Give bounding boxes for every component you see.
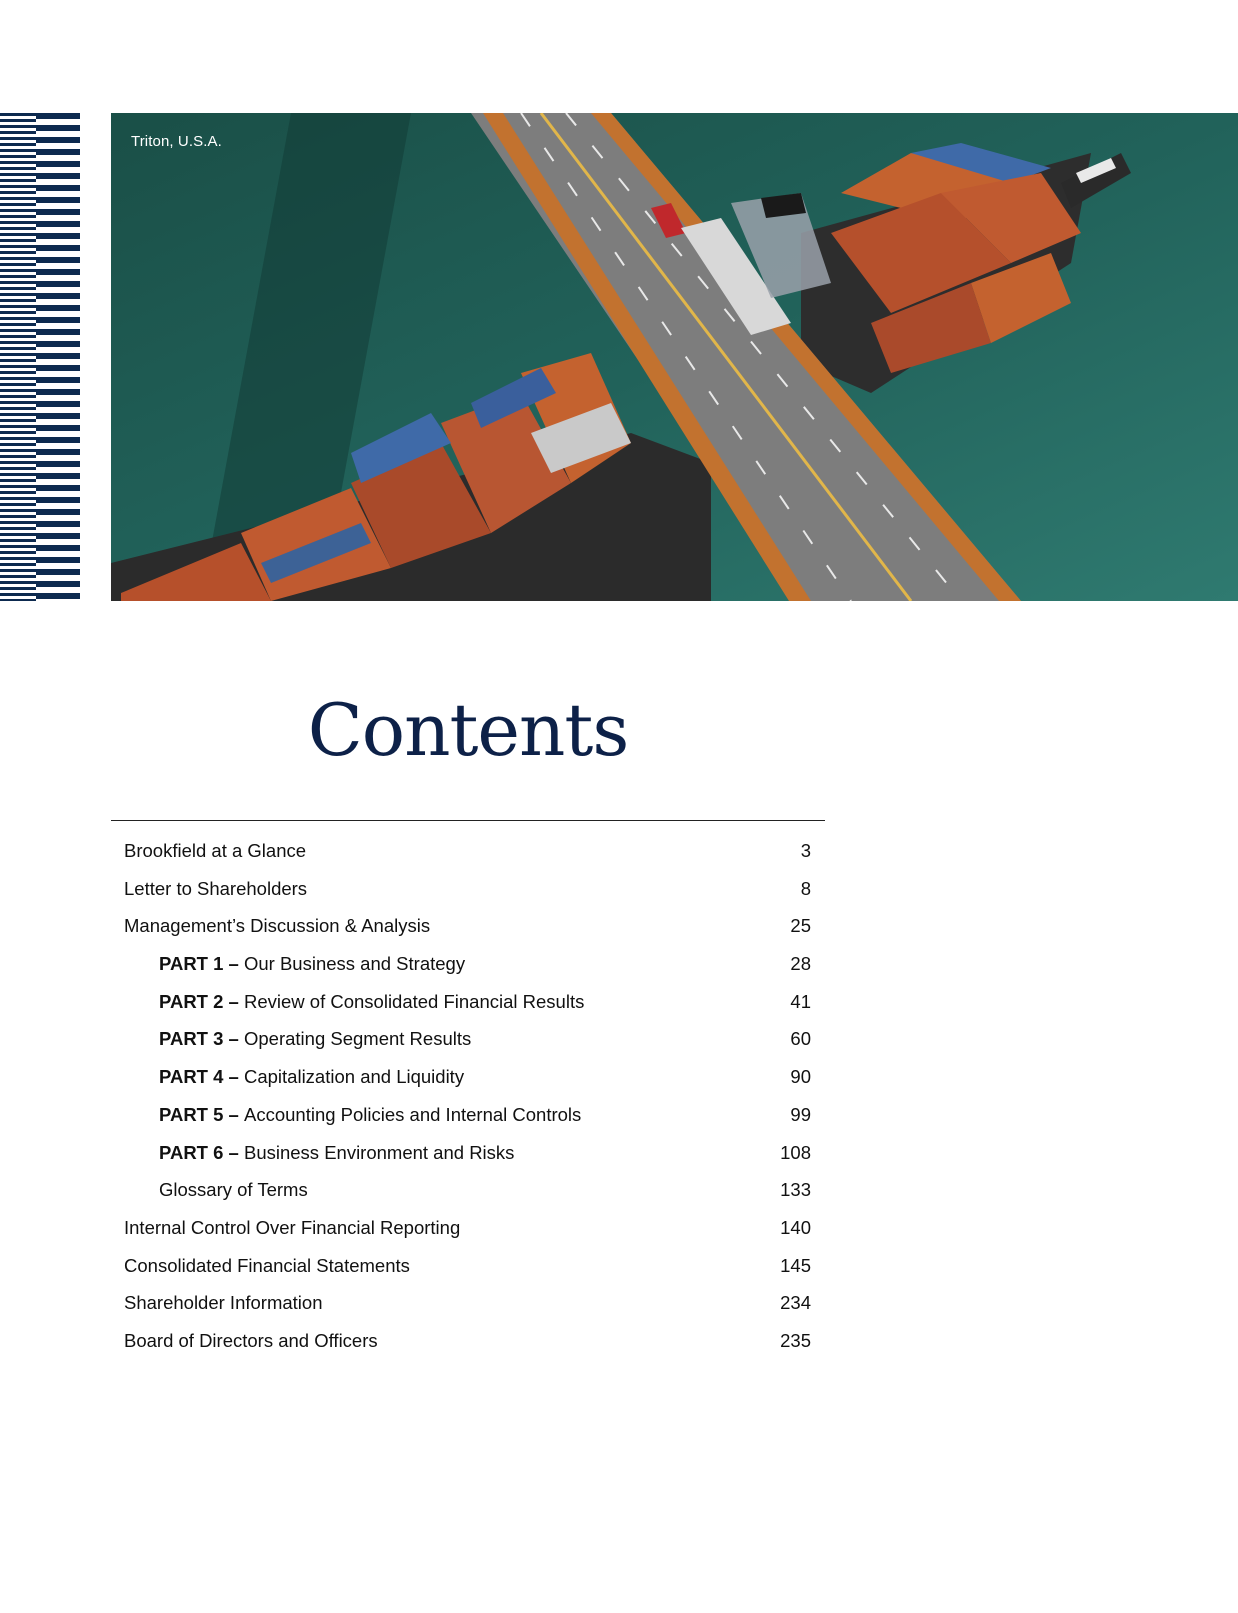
toc-subentry[interactable] [111,1062,825,1100]
toc-entry-page: 8 [800,877,811,899]
toc-entry-page: 145 [780,1254,811,1276]
toc-entry[interactable] [111,874,825,912]
toc-entry[interactable] [111,1251,825,1289]
table-of-contents [111,836,825,1364]
toc-entry-label: PART 1 – Our Business and Strategy [159,953,466,975]
toc-entry-page: 25 [790,915,811,937]
toc-entry-label: Brookfield at a Glance [124,840,307,861]
toc-subentry[interactable] [111,987,825,1025]
decorative-stripes [0,113,80,601]
page-title: Contents [307,688,629,772]
toc-entry[interactable] [111,1326,825,1364]
toc-entry-page: 90 [790,1066,811,1088]
toc-entry[interactable] [111,836,825,874]
toc-subentry[interactable] [111,1100,825,1138]
toc-entry-page: 234 [780,1292,811,1314]
toc-entry-label: Management’s Discussion & Analysis [124,915,431,937]
title-divider [111,820,825,821]
toc-entry-page: 60 [790,1028,811,1050]
toc-subentry[interactable] [111,1024,825,1062]
toc-entry-label: Board of Directors and Officers [124,1329,378,1351]
toc-entry-label: Shareholder Information [124,1292,323,1314]
hero-photo [111,113,1238,601]
container-ship-bridge-image [111,113,1238,601]
toc-subentry[interactable] [111,1175,825,1213]
toc-entry-label: PART 6 – Business Environment and Risks [159,1141,515,1163]
toc-entry[interactable] [111,911,825,949]
toc-entry-page: 108 [780,1141,811,1163]
toc-entry-page: 41 [790,990,811,1012]
toc-entry-page: 99 [790,1103,811,1125]
toc-entry-page: 140 [780,1216,811,1238]
toc-entry-page: 235 [780,1329,811,1351]
toc-entry-label: Internal Control Over Financial Reporting [124,1216,461,1238]
toc-subentry[interactable] [111,949,825,987]
toc-entry-label: PART 3 – Operating Segment Results [159,1028,472,1050]
toc-entry-label: Consolidated Financial Statements [124,1254,410,1276]
toc-entry-label: Glossary of Terms [159,1179,308,1201]
toc-entry-page: 28 [790,953,811,975]
toc-entry-label: Letter to Shareholders [124,877,308,899]
toc-subentry[interactable] [111,1138,825,1176]
toc-entry-label: PART 2 – Review of Consolidated Financial Results [159,990,585,1012]
photo-caption: Triton, U.S.A. [131,133,222,150]
toc-entry[interactable] [111,1288,825,1326]
toc-entry-page: 133 [780,1179,811,1201]
toc-entry-label: PART 5 – Accounting Policies and Internal Controls [159,1103,582,1125]
toc-entry-page: 3 [800,840,811,861]
toc-entry-label: PART 4 – Capitalization and Liquidity [159,1066,465,1088]
toc-entry[interactable] [111,1213,825,1251]
